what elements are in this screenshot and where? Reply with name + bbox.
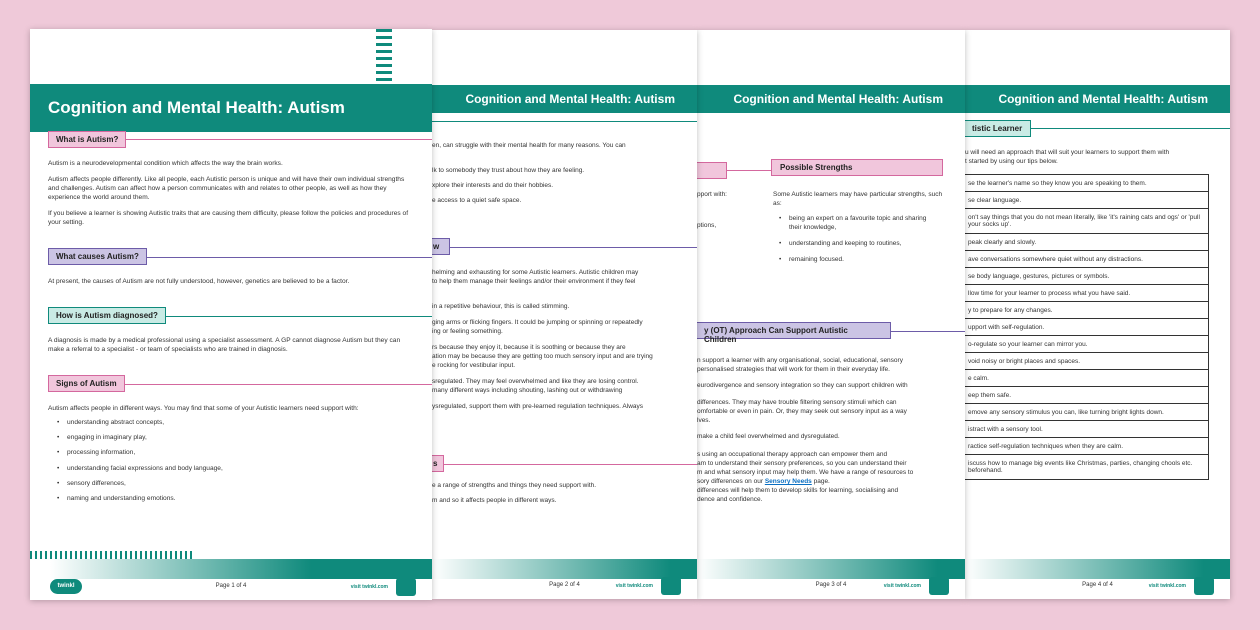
table-cell: iscuss how to manage big events like Christmas, parties, changing chools etc. beforehand. xyxy=(965,455,1209,480)
page-3-header xyxy=(697,85,965,113)
ot-line: n support a learner with any organisational, social, educational, sensory xyxy=(697,357,903,364)
body-line: lk to somebody they trust about how they are feeling. xyxy=(432,167,585,174)
table-cell: void noisy or bright places and spaces. xyxy=(965,353,1209,370)
page-number: Page 3 of 4 xyxy=(815,582,847,588)
section-heading-fragment: w xyxy=(432,238,450,255)
visit-link[interactable]: visit twinkl.com xyxy=(615,583,653,589)
body-line: ysregulated, support them with pre-learned regulation techniques. Always xyxy=(432,403,644,410)
badge-icon xyxy=(396,578,416,596)
table-row xyxy=(965,302,1209,319)
table-row xyxy=(965,438,1209,455)
body-line: xplore their interests and do their hobbies. xyxy=(432,182,554,189)
list-item: • understanding facial expressions and body language, xyxy=(57,465,223,480)
page-3-title: Cognition and Mental Health: Autism xyxy=(733,92,943,106)
body-line: m and so it affects people in different ways. xyxy=(432,497,557,504)
ot-line: omfortable or even in pain. Or, they may seek out sensory input as a way xyxy=(697,408,907,415)
page-2-title: Cognition and Mental Health: Autism xyxy=(465,92,675,106)
intro-line: t started by using our tips below. xyxy=(965,158,1058,165)
page-4-header xyxy=(965,85,1230,113)
table-cell: o-regulate so your learner can mirror you. xyxy=(965,336,1209,353)
table-row xyxy=(965,192,1209,209)
list-item: • engaging in imaginary play, xyxy=(57,434,223,449)
section-heading-signs: Signs of Autism xyxy=(48,375,125,392)
ot-line: m and what sensory input may help them. We have a range of resources to xyxy=(697,469,914,476)
footer-band xyxy=(30,559,432,579)
body-line: ging arms or flicking fingers. It could be jumping or spinning or repeatedly xyxy=(432,319,643,326)
footer xyxy=(965,577,1230,599)
body-line: rs because they enjoy it, because it is soothing or because they are xyxy=(432,344,626,351)
page-number: Page 2 of 4 xyxy=(549,582,580,588)
ot-line: s using an occupational therapy approach can empower them and xyxy=(697,451,888,458)
ot-line: lves. xyxy=(697,417,711,424)
ot-line: differences. They may have trouble filtering sensory stimuli which can xyxy=(697,399,897,406)
bullet: • xyxy=(779,256,782,263)
table-row xyxy=(965,370,1209,387)
text-fragment: ptions, xyxy=(697,222,717,229)
text-fragment: pport with: xyxy=(697,191,727,198)
bullet: • xyxy=(779,215,782,222)
visit-link[interactable]: visit twinkl.com xyxy=(1148,583,1186,589)
ot-line: make a child feel overwhelmed and dysregulated. xyxy=(697,433,840,440)
divider xyxy=(432,121,697,122)
visit-link[interactable]: visit twinkl.com xyxy=(350,584,388,590)
page-number: Page 1 of 4 xyxy=(215,583,247,589)
footer xyxy=(697,577,965,599)
page-3 xyxy=(697,30,965,599)
table-cell: peak clearly and slowly. xyxy=(965,234,1209,251)
body-line: e access to a quiet safe space. xyxy=(432,197,522,204)
ot-line-text: sory differences on our xyxy=(697,478,763,485)
strength-item: remaining focused. xyxy=(789,256,844,263)
table-row xyxy=(965,285,1209,302)
section-heading-learner: tistic Learner xyxy=(965,120,1031,137)
table-cell: y to prepare for any changes. xyxy=(965,302,1209,319)
section-heading-ot: y (OT) Approach Can Support Autistic Children xyxy=(697,322,891,339)
divider xyxy=(432,247,697,248)
footer xyxy=(30,578,432,600)
ot-line: differences will help them to develop skills for learning, socialising and xyxy=(697,487,899,494)
table-row xyxy=(965,455,1209,480)
table-row xyxy=(965,251,1209,268)
page-title: Cognition and Mental Health: Autism xyxy=(48,98,345,117)
visit-link[interactable]: visit twinkl.com xyxy=(883,583,921,589)
twinkl-logo: twinkl xyxy=(50,579,82,594)
badge-icon xyxy=(929,577,949,595)
page-4 xyxy=(965,30,1230,599)
signs-list xyxy=(57,419,223,510)
table-row xyxy=(965,175,1209,192)
table-row xyxy=(965,387,1209,404)
page-1 xyxy=(30,29,432,600)
sensory-needs-link[interactable]: Sensory Needs xyxy=(764,478,812,485)
footer-band xyxy=(697,559,965,579)
paragraph: Autism is a neurodevelopmental condition which affects the way the brain works. xyxy=(48,160,283,167)
table-cell: ave conversations somewhere quiet without any distractions. xyxy=(965,251,1209,268)
table-cell: ractice self-regulation techniques when they are calm. xyxy=(965,438,1209,455)
table-row xyxy=(965,234,1209,251)
table-row xyxy=(965,404,1209,421)
strength-item: understanding and keeping to routines, xyxy=(789,240,902,247)
page-1-header xyxy=(30,84,432,132)
page-2 xyxy=(432,30,697,599)
page-4-title: Cognition and Mental Health: Autism xyxy=(998,92,1208,106)
tips-table xyxy=(965,174,1209,480)
body-line: to help them manage their feelings and/or their environment if they feel xyxy=(432,278,636,285)
body-line: helming and exhausting for some Autistic learners. Autistic children may xyxy=(432,269,639,276)
bullet: • xyxy=(779,240,782,247)
paragraph: A diagnosis is made by a medical professional using a specialist assessment. A GP cannot diagnose Autism but they can make a referral to a specialist - or team of specialists who are trained in diagnosis. xyxy=(48,337,401,354)
body-line: in a repetitive behaviour, this is called stimming. xyxy=(432,303,570,310)
ot-line: dence and confidence. xyxy=(697,496,763,503)
ot-line-suffix: page. xyxy=(813,478,830,485)
body-line: ation may be because they are getting too much sensory input and are trying xyxy=(432,353,653,360)
table-cell: se clear language. xyxy=(965,192,1209,209)
table-cell: eep them safe. xyxy=(965,387,1209,404)
list-item: • naming and understanding emotions. xyxy=(57,495,223,510)
list-item: • understanding abstract concepts, xyxy=(57,419,223,434)
footer-band xyxy=(432,559,697,579)
page-2-header xyxy=(432,85,697,113)
body-line: sregulated. They may feel overwhelmed and like they are losing control. xyxy=(432,378,639,385)
ot-line: am to understand their sensory preferences, so you can understand their xyxy=(697,460,907,467)
paragraph: At present, the causes of Autism are not fully understood, however, genetics are believed to be a factor. xyxy=(48,278,350,285)
paragraph: If you believe a learner is showing Autistic traits that are causing them difficulty, please follow the policies and procedures of your setting. xyxy=(48,210,409,227)
footer-band xyxy=(965,559,1230,579)
table-cell: emove any sensory stimulus you can, like turning bright lights down. xyxy=(965,404,1209,421)
table-cell: e calm. xyxy=(965,370,1209,387)
paragraph: Autism affects people in different ways. You may find that some of your Autistic learners need support with: xyxy=(48,405,359,412)
table-row xyxy=(965,353,1209,370)
body-line: ing or feeling something. xyxy=(432,328,503,335)
list-item: • sensory differences, xyxy=(57,480,223,495)
ot-line: personalised strategies that will work for them in their everyday life. xyxy=(697,366,890,373)
table-cell: istract with a sensory tool. xyxy=(965,421,1209,438)
table-cell: se body language, gestures, pictures or symbols. xyxy=(965,268,1209,285)
body-line: en, can struggle with their mental health for many reasons. You can xyxy=(432,142,626,149)
section-heading-fragment: s xyxy=(432,455,444,472)
table-row xyxy=(965,209,1209,234)
table-cell: se the learner's name so they know you are speaking to them. xyxy=(965,175,1209,192)
table-row xyxy=(965,336,1209,353)
intro-line: u will need an approach that will suit your learners to support them with xyxy=(965,149,1170,156)
list-item: • processing information, xyxy=(57,449,223,464)
section-heading-strengths: Possible Strengths xyxy=(771,159,943,176)
table-cell: on't say things that you do not mean literally, like 'it's raining cats and ogs' or 'pull your socks up'. xyxy=(965,209,1209,234)
ot-line: eurodivergence and sensory integration so they can support children with xyxy=(697,382,908,389)
table-row xyxy=(965,319,1209,336)
badge-icon xyxy=(1194,577,1214,595)
table-cell: upport with self-regulation. xyxy=(965,319,1209,336)
decorative-stripes xyxy=(376,29,392,84)
body-line: e rocking for vestibular input. xyxy=(432,362,516,369)
divider xyxy=(432,464,697,465)
badge-icon xyxy=(661,577,681,595)
section-heading-what-is: What is Autism? xyxy=(48,131,126,148)
section-heading-what-causes: What causes Autism? xyxy=(48,248,147,265)
table-row xyxy=(965,421,1209,438)
paragraph: Autism affects people differently. Like all people, each Autistic person is unique and will have their own individual strengths and challenges. Autism can affect how a person communicates with and relates to other people, as well as how they experience the world around them. xyxy=(48,176,405,202)
strength-item: being an expert on a favourite topic and sharing their knowledge, xyxy=(789,215,927,231)
body-line: many different ways including shouting, lashing out or withdrawing xyxy=(432,387,623,394)
section-heading-fragment xyxy=(697,162,727,179)
footer xyxy=(432,577,697,599)
ot-line xyxy=(697,477,830,486)
page-number: Page 4 of 4 xyxy=(1082,582,1113,588)
body-line: e a range of strengths and things they need support with. xyxy=(432,482,597,489)
table-cell: llow time for your learner to process what you have said. xyxy=(965,285,1209,302)
strengths-intro: Some Autistic learners may have particular strengths, such as: xyxy=(773,191,943,207)
section-heading-diagnosed: How is Autism diagnosed? xyxy=(48,307,166,324)
table-row xyxy=(965,268,1209,285)
